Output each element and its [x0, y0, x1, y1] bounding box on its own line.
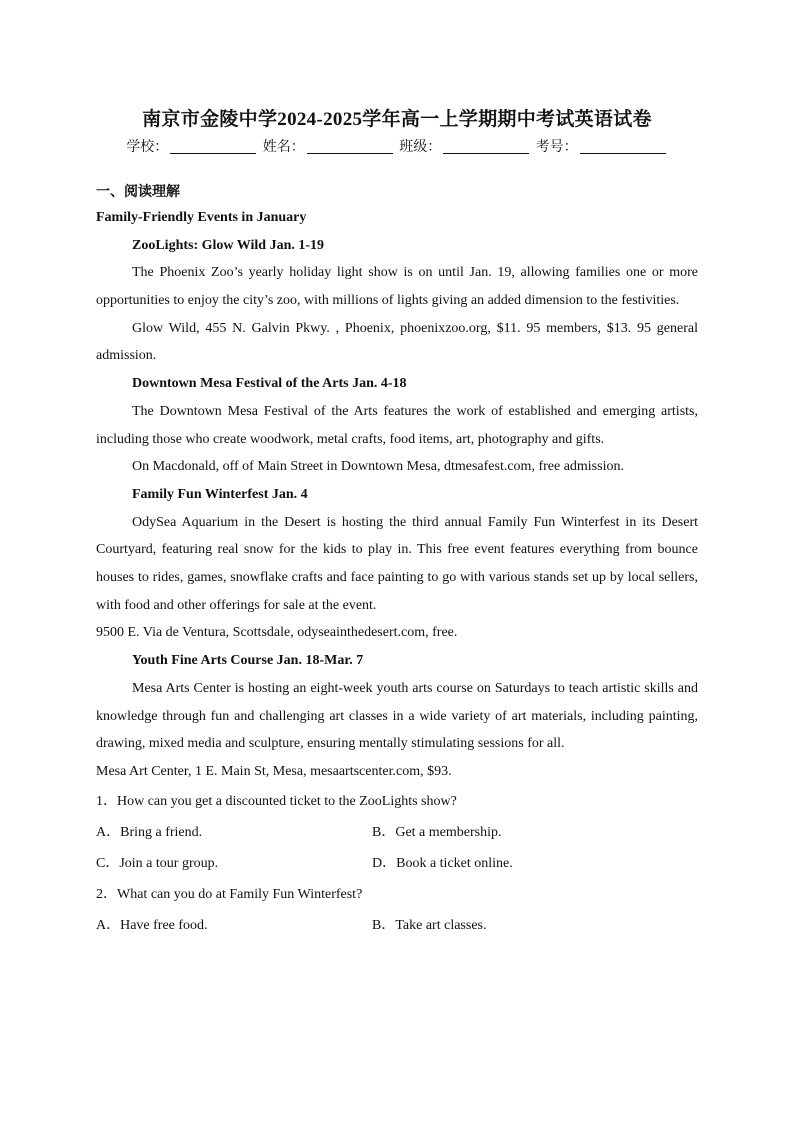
event-description: Mesa Arts Center is hosting an eight-week youth arts course on Saturdays to teach artistic skills and knowledge through fun and challenging art classes in a wide variety of art materials, including painting, drawing, mixed media and sculpture, ensuring mentally stimulating sessions for all.	[96, 680, 698, 752]
event-heading: ZooLights: Glow Wild Jan. 1-19	[132, 237, 325, 253]
event-details: 9500 E. Via de Ventura, Scottsdale, odyseainthedesert.com, free.	[96, 625, 458, 641]
event-heading: Youth Fine Arts Course Jan. 18-Mar. 7	[132, 653, 364, 669]
option-row	[96, 848, 698, 879]
event-heading: Family Fun Winterfest Jan. 4	[132, 486, 308, 502]
option-a[interactable]: A．Have free food.	[96, 917, 208, 933]
school-blank[interactable]	[170, 139, 256, 154]
exam-number-label: 考号：	[535, 139, 578, 155]
event-details: Glow Wild, 455 N. Galvin Pkwy. , Phoenix, phoenixzoo.org, $11. 95 members, $13. 95 general admission.	[96, 320, 698, 364]
student-info-line	[0, 136, 794, 156]
reading-section	[96, 178, 698, 941]
name-label: 姓名：	[262, 139, 305, 155]
option-b[interactable]: B．Take art classes.	[372, 917, 487, 933]
question-stem: 2．What can you do at Family Fun Winterfest?	[96, 886, 363, 902]
class-label: 班级：	[399, 139, 442, 155]
option-b[interactable]: B．Get a membership.	[372, 824, 502, 840]
event-description: The Downtown Mesa Festival of the Arts features the work of established and emerging artists, including those who create woodwork, metal crafts, food items, art, photography and gifts.	[96, 403, 698, 447]
passage-title: Family-Friendly Events in January	[96, 210, 307, 225]
exam-title: 南京市金陵中学2024-2025学年高一上学期期中考试英语试卷	[142, 109, 652, 130]
event-description: OdySea Aquarium in the Desert is hosting the third annual Family Fun Winterfest in its Desert Courtyard, featuring real snow for the kids to play in. This free event features everything from bounce houses to rides, games, snowflake crafts and face painting to go with various stands set up by local sellers, with food and other offerings for sale at the event.	[96, 514, 698, 613]
school-label: 学校：	[126, 139, 169, 155]
option-a[interactable]: A．Bring a friend.	[96, 824, 203, 840]
section-title: 一、阅读理解	[96, 184, 180, 200]
event-details: On Macdonald, off of Main Street in Downtown Mesa, dtmesafest.com, free admission.	[132, 459, 624, 475]
event-heading: Downtown Mesa Festival of the Arts Jan. 4-18	[132, 376, 407, 392]
class-blank[interactable]	[443, 139, 529, 154]
event-description: The Phoenix Zoo’s yearly holiday light show is on until Jan. 19, allowing families one or more opportunities to enjoy the city’s zoo, with millions of lights giving an added dimension to the festivities.	[96, 265, 698, 309]
option-row	[96, 910, 698, 941]
option-c[interactable]: C．Join a tour group.	[96, 855, 219, 871]
event-details: Mesa Art Center, 1 E. Main St, Mesa, mesaartscenter.com, $93.	[96, 763, 452, 779]
name-blank[interactable]	[307, 139, 393, 154]
question-stem: 1．How can you get a discounted ticket to the ZooLights show?	[96, 793, 457, 809]
option-row	[96, 817, 698, 848]
option-d[interactable]: D．Book a ticket online.	[372, 855, 513, 871]
exam-number-blank[interactable]	[580, 139, 666, 154]
